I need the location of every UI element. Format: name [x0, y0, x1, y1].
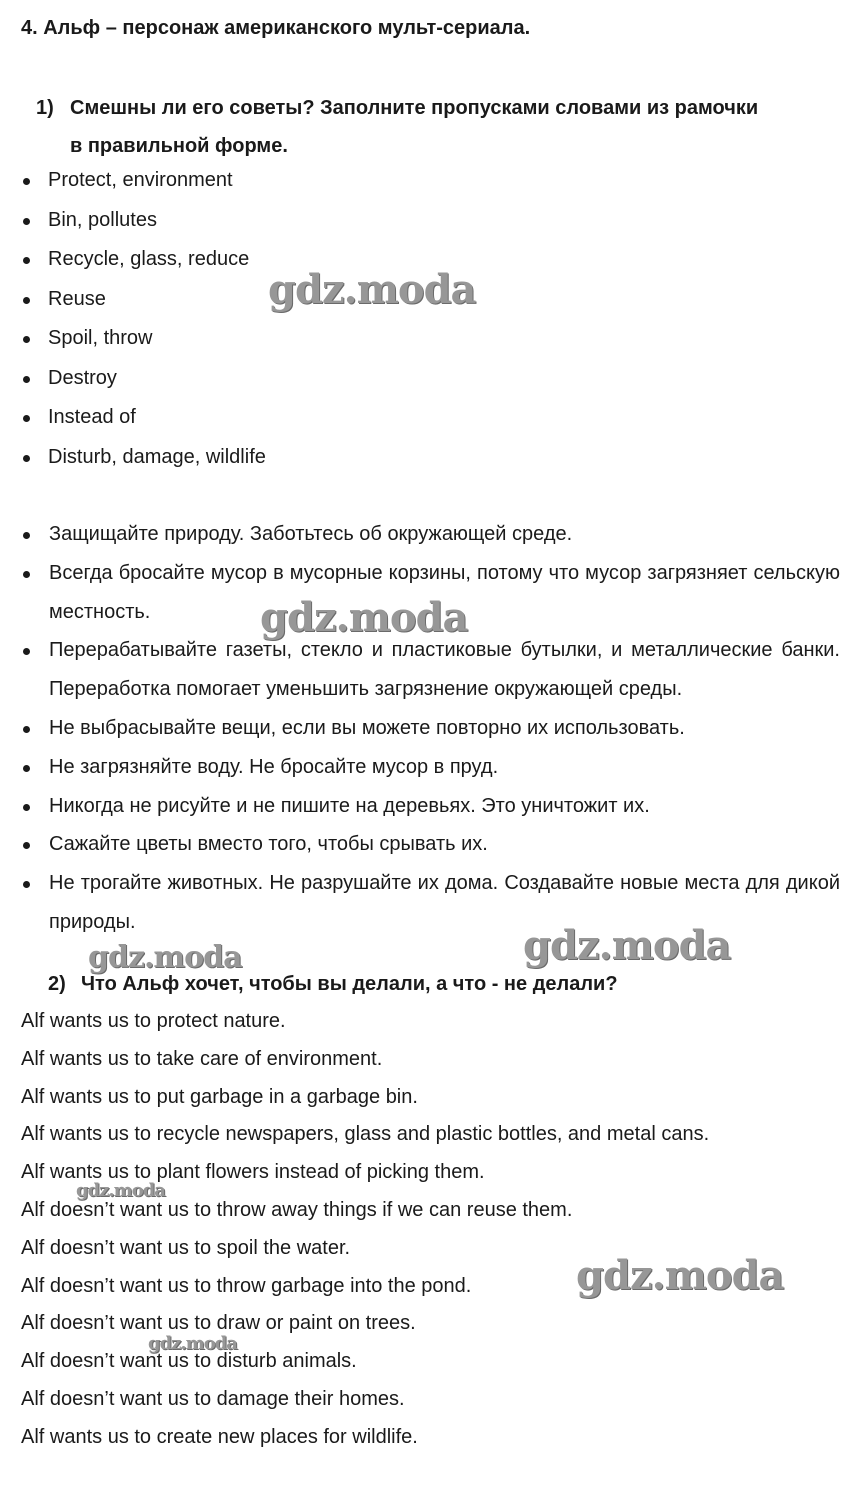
answer-line: Alf doesn’t want us to spoil the water. [21, 1236, 351, 1259]
question-2-number: 2) [48, 973, 66, 995]
answer-line: Alf doesn’t want us to disturb animals. [21, 1350, 357, 1373]
watermark: gdz.moda [523, 922, 731, 969]
question-2-text: Что Альф хочет, чтобы вы делали, а что - не делали? [81, 973, 618, 995]
word-item: Bin, pollutes [0, 201, 266, 241]
advice-item: Всегда бросайте мусор в мусорные корзины, потому что мусор загрязняет сельскую местность. [0, 554, 840, 632]
answer-line: Alf wants us to put garbage in a garbage bin. [21, 1085, 418, 1108]
answer-line: Alf wants us to take care of environment. [21, 1047, 383, 1070]
watermark: gdz.moda [148, 1333, 237, 1354]
word-item: Instead of [0, 398, 266, 438]
word-item: Spoil, throw [0, 319, 266, 359]
word-list [0, 161, 266, 477]
advice-item: Сажайте цветы вместо того, чтобы срывать их. [0, 825, 840, 864]
advice-item: Перерабатывайте газеты, стекло и пластиковые бутылки, и металлические банки. Переработка помогает уменьшить загрязнение окружающей среды. [0, 631, 840, 709]
watermark: gdz.moda [76, 1180, 165, 1201]
word-item: Reuse [0, 280, 266, 320]
question-1-line-1: Смешны ли его советы? Заполните пропусками словами из рамочки [70, 97, 759, 119]
advice-item: Защищайте природу. Заботьтесь об окружающей среде. [0, 515, 840, 554]
answer-line: Alf wants us to plant flowers instead of picking them. [21, 1161, 485, 1184]
answer-line: Alf doesn’t want us to throw garbage into the pond. [21, 1274, 472, 1297]
exercise-heading: 4. Альф – персонаж американского мульт-сериала. [21, 17, 531, 39]
word-item: Destroy [0, 359, 266, 399]
advice-item: Никогда не рисуйте и не пишите на деревьях. Это уничтожит их. [0, 787, 840, 826]
answer-line: Alf doesn’t want us to throw away things if we can reuse them. [21, 1198, 573, 1221]
watermark: gdz.moda [88, 940, 242, 975]
answer-line: Alf doesn’t want us to damage their homes. [21, 1387, 405, 1410]
question-1-number: 1) [36, 97, 54, 119]
answer-line: Alf wants us to recycle newspapers, glass and plastic bottles, and metal cans. [21, 1123, 710, 1146]
watermark: gdz.moda [260, 594, 468, 641]
question-1-line-2: в правильной форме. [70, 135, 288, 157]
watermark: gdz.moda [576, 1252, 784, 1299]
advice-item: Не трогайте животных. Не разрушайте их дома. Создавайте новые места для дикой природы. [0, 864, 840, 942]
answer-line: Alf wants us to create new places for wildlife. [21, 1425, 418, 1448]
answer-line: Alf doesn’t want us to draw or paint on trees. [21, 1312, 416, 1335]
advice-item: Не выбрасывайте вещи, если вы можете повторно их использовать. [0, 709, 840, 748]
word-item: Recycle, glass, reduce [0, 240, 266, 280]
watermark: gdz.moda [268, 266, 476, 313]
answer-line: Alf wants us to protect nature. [21, 1010, 286, 1032]
advice-list [0, 515, 840, 942]
question-1 [36, 89, 840, 165]
answer-list [21, 1003, 709, 1457]
word-item: Disturb, damage, wildlife [0, 438, 266, 478]
word-item: Protect, environment [0, 161, 266, 201]
advice-item: Не загрязняйте воду. Не бросайте мусор в пруд. [0, 748, 840, 787]
